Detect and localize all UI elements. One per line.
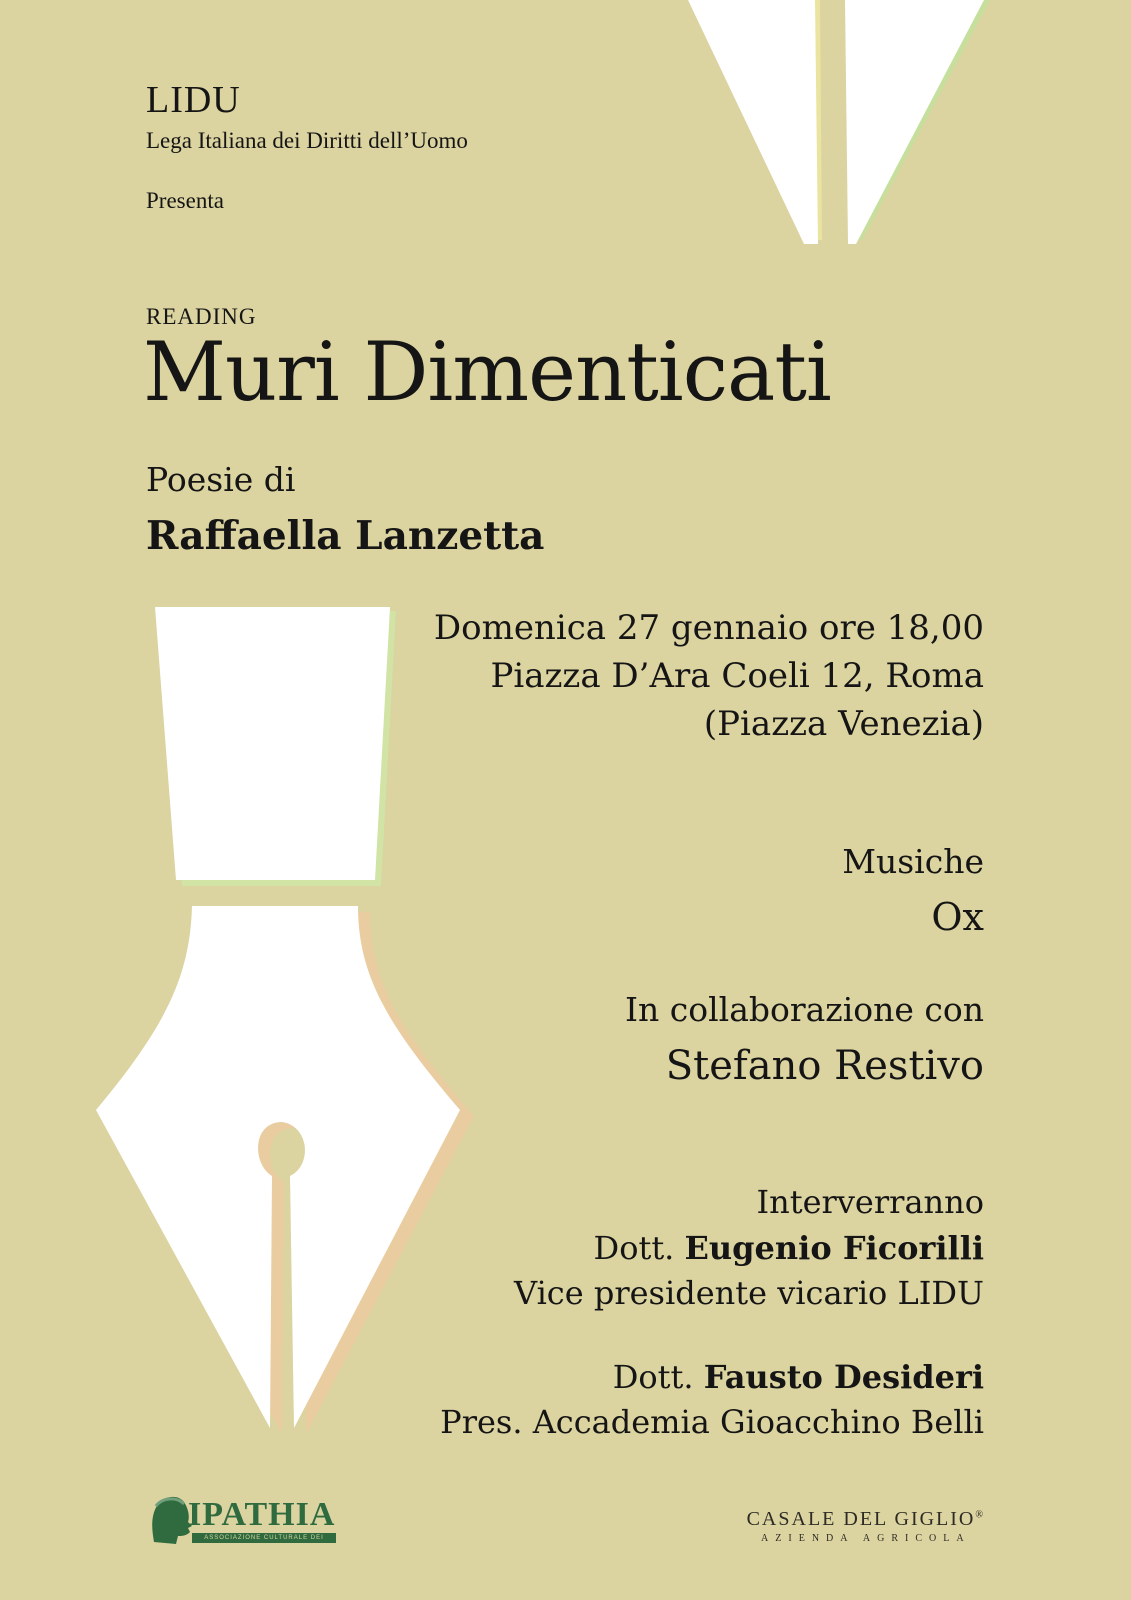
ipathia-logo — [146, 1492, 346, 1551]
speaker-1-name: Eugenio Ficorilli — [684, 1229, 984, 1267]
author-name: Raffaella Lanzetta — [146, 513, 545, 559]
speaker-2-role: Pres. Accademia Gioacchino Belli — [440, 1403, 984, 1441]
speaker-2-title: Dott. — [612, 1358, 694, 1396]
collaboration-label: In collaborazione con — [624, 990, 984, 1029]
casale-tagline: AZIENDA AGRICOLA — [761, 1533, 971, 1544]
speaker-2-name: Fausto Desideri — [703, 1358, 984, 1396]
ipathia-tagline: ASSOCIAZIONE CULTURALE DEI DIRITTI UMANI — [192, 1533, 336, 1543]
org-full-name: Lega Italiana dei Diritti dell’Uomo — [146, 128, 468, 153]
speaker-1-title: Dott. — [593, 1229, 675, 1267]
event-subtitle: Poesie di — [146, 460, 296, 499]
pen-nib — [96, 906, 474, 1434]
pen-tip-top-left — [688, 0, 822, 244]
event-address: Piazza D’Ara Coeli 12, Roma — [490, 656, 984, 696]
collaborator-name: Stefano Restivo — [665, 1043, 984, 1089]
ipathia-wordmark: IPATHIA — [188, 1496, 336, 1533]
music-artist: Ox — [931, 895, 984, 939]
event-kind: READING — [146, 304, 257, 329]
event-location-note: (Piazza Venezia) — [703, 704, 984, 744]
classical-head-icon — [146, 1492, 194, 1546]
speaker-1 — [594, 1229, 984, 1267]
speakers-label: Interverranno — [756, 1183, 984, 1221]
speaker-1-role: Vice presidente vicario LIDU — [514, 1274, 984, 1312]
presents-label: Presenta — [146, 188, 224, 213]
pen-tip-top-right — [845, 0, 990, 244]
event-date: Domenica 27 gennaio ore 18,00 — [433, 608, 984, 648]
casale-wordmark: CASALE DEL GIGLIO — [746, 1508, 976, 1530]
pen-body — [155, 607, 396, 886]
casale-del-giglio-logo — [747, 1508, 985, 1544]
speaker-2 — [613, 1358, 984, 1396]
event-title: Muri Dimenticati — [143, 326, 831, 420]
registered-mark: ® — [975, 1509, 985, 1521]
org-acronym: LIDU — [146, 79, 241, 121]
music-label: Musiche — [842, 842, 984, 881]
